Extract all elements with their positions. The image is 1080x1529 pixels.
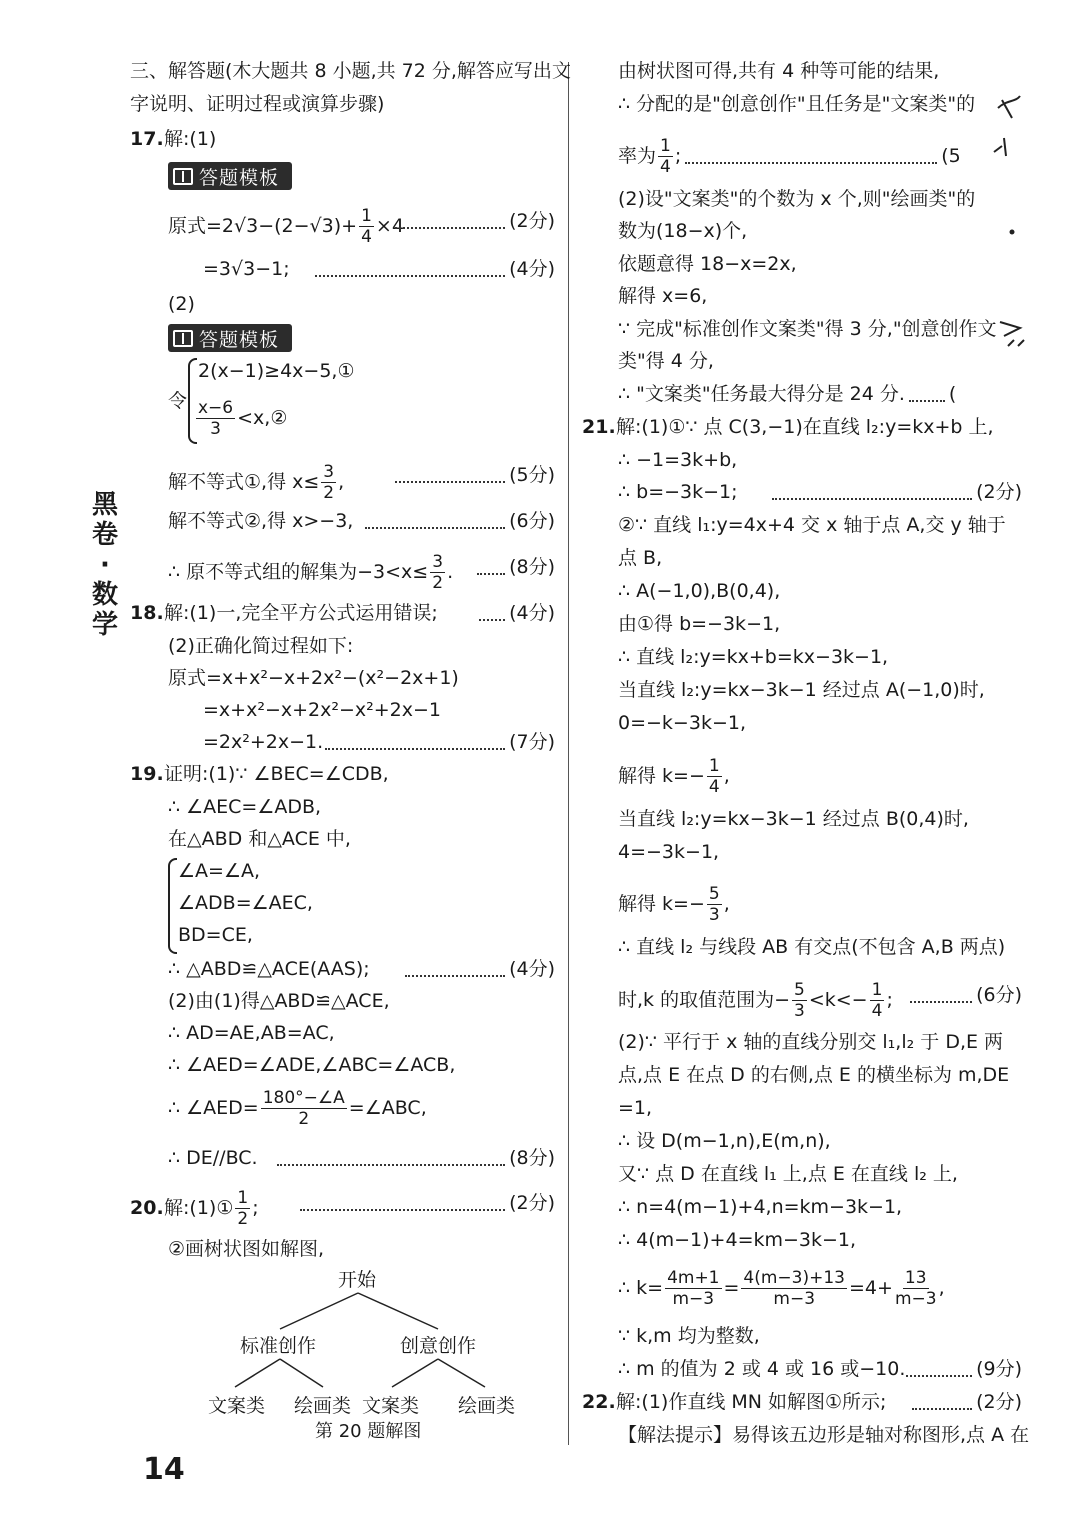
figure-caption: 第 20 题解图 <box>315 1421 422 1442</box>
pen-stroke <box>998 96 1020 118</box>
fraction: $\frac{13}{m-3}$ <box>894 1268 937 1309</box>
tree-edge <box>358 1293 438 1329</box>
r-line: 解得 x=6, <box>618 285 708 307</box>
q17-solve-1: 解不等式①,得 x≤ $\frac{3}{2}$ , <box>168 462 345 503</box>
r-line: 解得 k=− $\frac{1}{4}$ , <box>618 756 730 797</box>
r-line: ∴ A(−1,0),B(0,4), <box>618 580 781 602</box>
fraction: $\frac{4m+1}{m-3}$ <box>667 1268 720 1309</box>
fraction: $\frac{1}{4}$ <box>660 136 671 177</box>
pen-stroke <box>994 138 1006 156</box>
tree-node-creative: 创意创作 <box>400 1335 477 1357</box>
q19-number: 19. <box>130 763 164 785</box>
score: (4分) <box>311 256 555 282</box>
tree-edge <box>438 1359 485 1387</box>
score: (4分) <box>401 956 555 982</box>
q19-line-7: ∴ ∠AED=∠ADE,∠ABC=∠ACB, <box>168 1054 456 1076</box>
score: (5分) <box>391 462 555 488</box>
side-label: 黑卷·数学 <box>91 490 118 640</box>
pen-dot <box>1010 230 1015 235</box>
q18-line-3: 原式=x+x²−x+2x²−(x²−2x+1) <box>168 667 459 689</box>
fraction: $\frac{3}{2}$ <box>323 462 335 503</box>
q17-number: 17. <box>130 128 164 150</box>
book-icon <box>173 168 193 185</box>
tree-edge <box>280 1359 323 1387</box>
r-line: (2)∵ 平行于 x 轴的直线分别交 l₁,l₂ 于 D,E 两 <box>618 1031 1004 1053</box>
r-line: ∴ 直线 l₂:y=kx+b=kx−3k−1, <box>618 646 889 668</box>
score: (6分) <box>361 508 555 534</box>
fraction: $\frac{1}{4}$ <box>708 756 720 797</box>
q17-intro: 17.解:(1) <box>130 128 217 150</box>
r-line: 解得 k=− $\frac{5}{3}$ , <box>618 884 730 925</box>
q19-line-3: 在△ABD 和△ACE 中, <box>168 828 351 850</box>
q19-line-8: ∴ ∠AED= $\frac{180^\circ-\angle A}{2}$ =∠ABC, <box>168 1088 427 1129</box>
r-line: 依题意得 18−x=2x, <box>618 253 797 275</box>
fraction: $\frac{3}{2}$ <box>432 552 444 593</box>
r-line: ∴ 分配的是"创意创作"且任务是"文案类"的 <box>618 93 976 115</box>
q20-line-2: ②画树状图如解图, <box>168 1238 325 1260</box>
r-line: ∴ 设 D(m−1,n),E(m,n), <box>618 1130 831 1152</box>
tree-leaf: 绘画类 <box>294 1395 352 1417</box>
r-line: ∴ n=4(m−1)+4,n=km−3k−1, <box>618 1196 903 1218</box>
q22-line-1: 22.解:(1)作直线 MN 如解图①所示; <box>582 1391 887 1413</box>
score: (2分) <box>391 208 555 234</box>
tree-node-standard: 标准创作 <box>240 1335 317 1357</box>
r-line: 数为(18−x)个, <box>618 220 748 242</box>
fraction: $\frac{5}{3}$ <box>708 884 720 925</box>
q17-solve-2: 解不等式②,得 x>−3, <box>168 510 354 532</box>
score: (6分) <box>906 982 1022 1008</box>
q17-line-1: 原式=2√3−(2−√3)+ $\frac{1}{4}$ ×4 <box>168 206 404 247</box>
r-line: 当直线 l₂:y=kx−3k−1 经过点 B(0,4)时, <box>618 808 969 830</box>
r-line: (2)设"文案类"的个数为 x 个,则"绘画类"的 <box>618 188 976 210</box>
q19-cond-3: BD=CE, <box>178 924 253 946</box>
r-line: 率为 $\frac{1}{4}$ ; (5 <box>618 136 961 177</box>
q20-line-1: 20.解:(1)① $\frac{1}{2}$ ; <box>130 1188 259 1229</box>
fraction: $\frac{1}{4}$ <box>871 980 883 1021</box>
r-line: ∴ 直线 l₂ 与线段 AB 有交点(不包含 A,B 两点) <box>618 936 1006 958</box>
system-eq-1: 2(x−1)≥4x−5,① <box>198 360 355 382</box>
answer-template-badge: 答题模板 <box>168 162 292 190</box>
q18-line-5: =2x²+2x−1. <box>203 731 324 753</box>
q19-line-4: ∴ △ABD≌△ACE(AAS); <box>168 958 370 980</box>
r-line: 由①得 b=−3k−1, <box>618 613 781 635</box>
score: (8分) <box>473 554 555 580</box>
r-line: 【解法提示】易得该五边形是轴对称图形,点 A 在 <box>618 1424 1030 1446</box>
q17-solution: ∴ 原不等式组的解集为−3<x≤ $\frac{3}{2}$ . <box>168 552 454 593</box>
score: (2分) <box>296 1190 555 1216</box>
r-line: ②∵ 直线 l₁:y=4x+4 交 x 轴于点 A,交 y 轴于 <box>618 514 1006 536</box>
score: (9分) <box>902 1356 1022 1382</box>
q19-line-2: ∴ ∠AEC=∠ADB, <box>168 796 322 818</box>
r-line: ∵ k,m 均为整数, <box>618 1325 760 1347</box>
q21-number: 21. <box>582 416 616 438</box>
q18-number: 18. <box>130 602 164 624</box>
r-line: 类"得 4 分, <box>618 350 714 372</box>
r-line: 由树状图可得,共有 4 种等可能的结果, <box>618 60 940 82</box>
fraction: $\frac{x-6}{3}$ <box>198 398 234 439</box>
section-header-line-1: 三、解答题(木大题共 8 小题,共 72 分,解答应写出文 <box>130 60 571 82</box>
q19-line-5: (2)由(1)得△ABD≌△ACE, <box>168 990 390 1012</box>
q17-part-2: (2) <box>168 293 195 315</box>
fraction: $\frac{180^\circ-\angle A}{2}$ <box>262 1088 345 1129</box>
answer-template-badge: 答题模板 <box>168 324 292 352</box>
tree-leaf: 绘画类 <box>458 1395 516 1417</box>
q20-number: 20. <box>130 1197 164 1219</box>
tree-edge <box>235 1359 280 1387</box>
score: (7分) <box>321 729 555 755</box>
tree-root: 开始 <box>338 1269 377 1291</box>
tree-diagram <box>130 1263 555 1443</box>
q18-line-2: (2)正确化简过程如下: <box>168 635 354 657</box>
q22-number: 22. <box>582 1391 616 1413</box>
r-line: ∴ k= $\frac{4m+1}{m-3}$ = $\frac{4(m-3)+13}{m-3}$ =4+ $\frac{13}{m-3}$ , <box>618 1268 945 1309</box>
r-line: 又∵ 点 D 在直线 l₁ 上,点 E 在直线 l₂ 上, <box>618 1163 958 1185</box>
r-line: ∴ 4(m−1)+4=km−3k−1, <box>618 1229 857 1251</box>
page-number: 14 <box>143 1452 185 1487</box>
r-line: =1, <box>618 1097 653 1119</box>
column-divider <box>568 62 569 1445</box>
r-line: ∴ −1=3k+b, <box>618 449 738 471</box>
r-line: 4=−3k−1, <box>618 841 720 863</box>
fraction: $\frac{4(m-3)+13}{m-3}$ <box>743 1268 845 1309</box>
r-line: ∴ m 的值为 2 或 4 或 16 或−10. <box>618 1358 906 1380</box>
r-line: 时,k 的取值范围为− $\frac{5}{3}$ <k<− $\frac{1}{4}$ ; <box>618 980 893 1021</box>
book-icon <box>173 330 193 347</box>
q19-line-6: ∴ AD=AE,AB=AC, <box>168 1022 335 1044</box>
score: (8分) <box>273 1145 555 1171</box>
tree-edge <box>280 1293 358 1329</box>
pen-marks <box>990 90 1030 360</box>
system-let: 令 <box>168 390 188 412</box>
q18-line-1: 18.解:(1)一,完全平方公式运用错误; <box>130 602 438 624</box>
tree-edge <box>392 1359 438 1387</box>
section-header-line-2: 字说明、证明过程或演算步骤) <box>130 93 385 115</box>
fraction: $\frac{1}{4}$ <box>361 206 372 247</box>
r-line: 点,点 E 在点 D 的右侧,点 E 的横坐标为 m,DE <box>618 1064 1010 1086</box>
r-line: ∴ "文案类"任务最大得分是 24 分. ( <box>618 383 957 405</box>
q17-line-2: =3√3−1; <box>203 258 290 280</box>
q19-cond-1: ∠A=∠A, <box>178 860 261 882</box>
score: (2分) <box>908 1389 1022 1415</box>
system-eq-2: $\frac{x-6}{3}$ <x,② <box>198 398 288 439</box>
pen-stroke <box>1000 322 1024 346</box>
q18-line-4: =x+x²−x+2x²−x²+2x−1 <box>203 699 442 721</box>
r-line: 点 B, <box>618 547 663 569</box>
r-line: 0=−k−3k−1, <box>618 712 746 734</box>
score: (4分) <box>475 600 555 626</box>
tree-leaf: 文案类 <box>362 1395 420 1417</box>
tree-leaf: 文案类 <box>208 1395 266 1417</box>
r-line: 当直线 l₂:y=kx−3k−1 经过点 A(−1,0)时, <box>618 679 985 701</box>
congruence-brace <box>168 858 177 954</box>
q19-line-9: ∴ DE//BC. <box>168 1147 258 1169</box>
q19-cond-2: ∠ADB=∠AEC, <box>178 892 313 914</box>
fraction: $\frac{5}{3}$ <box>794 980 805 1021</box>
score: (2分) <box>768 479 1022 505</box>
fraction: $\frac{1}{2}$ <box>237 1188 249 1229</box>
q21-line-1: 21.解:(1)①∵ 点 C(3,−1)在直线 l₂:y=kx+b 上, <box>582 416 994 438</box>
r-line: ∵ 完成"标准创作文案类"得 3 分,"创意创作文 <box>618 318 997 340</box>
q19-line-1: 19.证明:(1)∵ ∠BEC=∠CDB, <box>130 763 389 785</box>
r-line: ∴ b=−3k−1; <box>618 481 738 503</box>
